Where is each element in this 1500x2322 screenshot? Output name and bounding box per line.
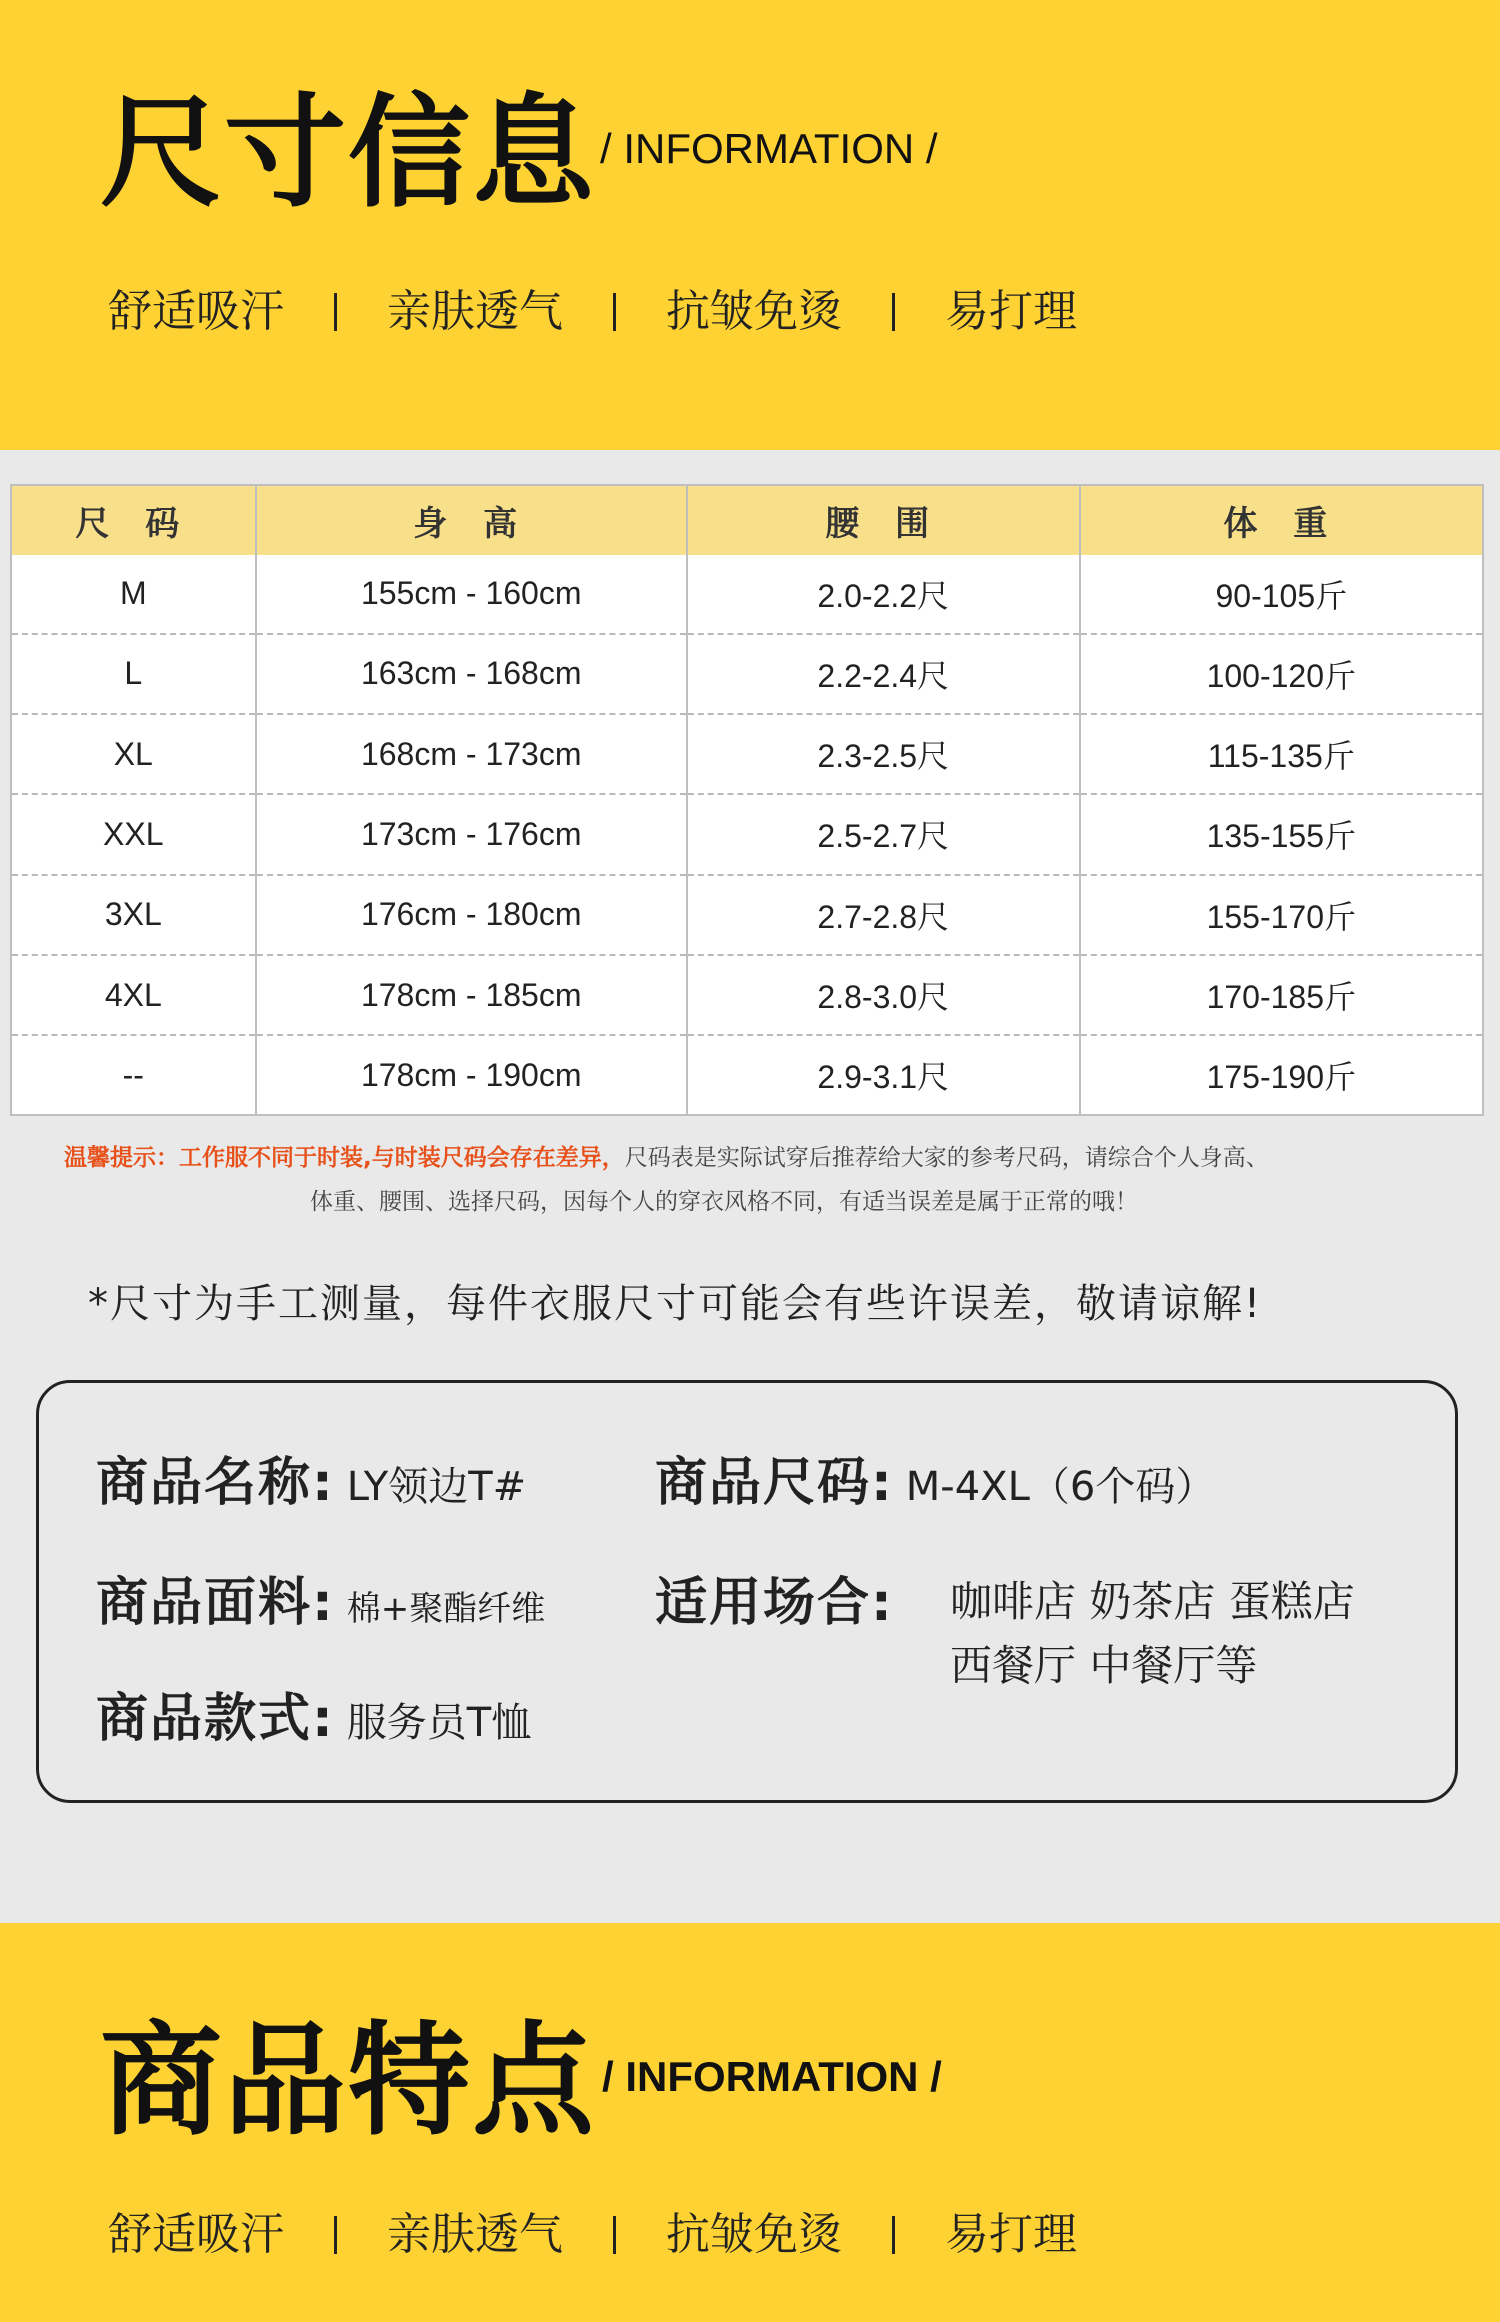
size-feature-row	[108, 286, 1077, 337]
product-occasion-label: 适用场合:	[655, 1573, 894, 1633]
cell-weight: 170-185斤	[1080, 955, 1482, 1035]
cell-size: XL	[12, 714, 256, 794]
cell-weight: 90-105斤	[1215, 577, 1348, 614]
cell-weight: 155-170斤	[1080, 875, 1482, 955]
cell-size: M	[12, 555, 256, 634]
cell-height: 178cm - 190cm	[256, 1035, 687, 1114]
cell-height: 155cm - 160cm	[256, 555, 687, 634]
cell-height: 176cm - 180cm	[256, 875, 687, 955]
cell-weight: 100-120斤	[1080, 634, 1482, 714]
feature-item: 舒适吸汗	[108, 286, 284, 337]
feature-item: 舒适吸汗	[108, 2209, 284, 2260]
header-height: 身 高	[256, 486, 687, 555]
occasion-line: 咖啡店 奶茶店 蛋糕店	[950, 1577, 1355, 1626]
divider	[613, 2216, 616, 2254]
cell-height: 163cm - 168cm	[256, 634, 687, 714]
cell-weight: 175-190斤	[1080, 1035, 1482, 1114]
features-title: 商品特点	[100, 2010, 596, 2152]
tip-text-line2: 体重、腰围、选择尺码，因每个人的穿衣风格不同，有适当误差是属于正常的哦！	[310, 1189, 1138, 1215]
divider	[334, 293, 337, 331]
feature-item: 抗皱免烫	[666, 2209, 842, 2260]
feature-item: 亲肤透气	[387, 2209, 563, 2260]
divider	[613, 293, 616, 331]
product-occasion-value	[950, 1570, 1355, 1698]
cell-weight: 115-135斤	[1080, 714, 1482, 794]
features-banner	[0, 1923, 1500, 2322]
product-size	[655, 1440, 1215, 1515]
product-name	[96, 1440, 526, 1515]
header-weight: 体 重	[1080, 486, 1482, 555]
cell-waist: 2.7-2.8尺	[687, 875, 1080, 955]
table-header-row	[12, 486, 1482, 555]
product-name-label: 商品名称:	[96, 1453, 335, 1513]
cell-height: 168cm - 173cm	[256, 714, 687, 794]
cell-height: 178cm - 185cm	[256, 955, 687, 1035]
size-info-subtitle: / INFORMATION /	[600, 125, 938, 172]
size-info-title: 尺寸信息	[100, 82, 596, 224]
table-row	[12, 955, 1482, 1035]
cell-waist: 2.2-2.4尺	[687, 634, 1080, 714]
table-row	[12, 714, 1482, 794]
product-fabric-value: 棉+聚酯纤维	[346, 1589, 546, 1629]
cell-waist: 2.8-3.0尺	[687, 955, 1080, 1035]
divider	[892, 293, 895, 331]
occasion-line: 西餐厅 中餐厅等	[950, 1641, 1258, 1690]
cell-size: L	[12, 634, 256, 714]
table-row	[12, 634, 1482, 714]
table-row	[12, 1035, 1482, 1114]
measurement-note: *尺寸为手工测量，每件衣服尺寸可能会有些许误差，敬请谅解!	[88, 1281, 1263, 1327]
cell-waist: 2.3-2.5尺	[687, 714, 1080, 794]
product-size-label: 商品尺码:	[655, 1453, 894, 1513]
cell-waist: 2.5-2.7尺	[687, 794, 1080, 874]
features-subtitle: / INFORMATION /	[602, 2053, 942, 2100]
cell-size: 4XL	[12, 955, 256, 1035]
product-style-value: 服务员T恤	[346, 1700, 532, 1746]
product-name-value: LY领边T#	[346, 1464, 527, 1510]
tip-label: 温馨提示：工作服不同于时装,与时装尺码会存在差异，	[64, 1145, 625, 1171]
cell-size: 3XL	[12, 875, 256, 955]
cell-waist: 2.0-2.2尺	[687, 555, 1080, 634]
size-tip	[64, 1136, 1444, 1224]
product-style	[96, 1676, 531, 1751]
cell-weight: 135-155斤	[1080, 794, 1482, 874]
table-row	[12, 794, 1482, 874]
product-occasion	[655, 1560, 894, 1635]
feature-item: 亲肤透气	[387, 286, 563, 337]
cell-size: --	[12, 1035, 256, 1114]
cell-waist: 2.9-3.1尺	[687, 1035, 1080, 1114]
divider	[334, 2216, 337, 2254]
feature-item: 易打理	[945, 286, 1077, 337]
size-table	[10, 484, 1484, 1116]
feature-item: 易打理	[945, 2209, 1077, 2260]
product-style-label: 商品款式:	[96, 1689, 335, 1749]
table-row	[12, 875, 1482, 955]
cell-size: XXL	[12, 794, 256, 874]
features-row	[108, 2209, 1077, 2260]
table-row	[12, 555, 1482, 634]
product-fabric-label: 商品面料:	[96, 1573, 335, 1633]
divider	[892, 2216, 895, 2254]
header-waist: 腰 围	[687, 486, 1080, 555]
cell-height: 173cm - 176cm	[256, 794, 687, 874]
product-size-value: M-4XL（6个码）	[905, 1464, 1216, 1510]
feature-item: 抗皱免烫	[666, 286, 842, 337]
tip-text: 尺码表是实际试穿后推荐给大家的参考尺码，请综合个人身高、	[624, 1145, 1269, 1171]
product-fabric	[96, 1560, 545, 1635]
header-size: 尺 码	[12, 486, 256, 555]
size-info-banner	[0, 0, 1500, 450]
